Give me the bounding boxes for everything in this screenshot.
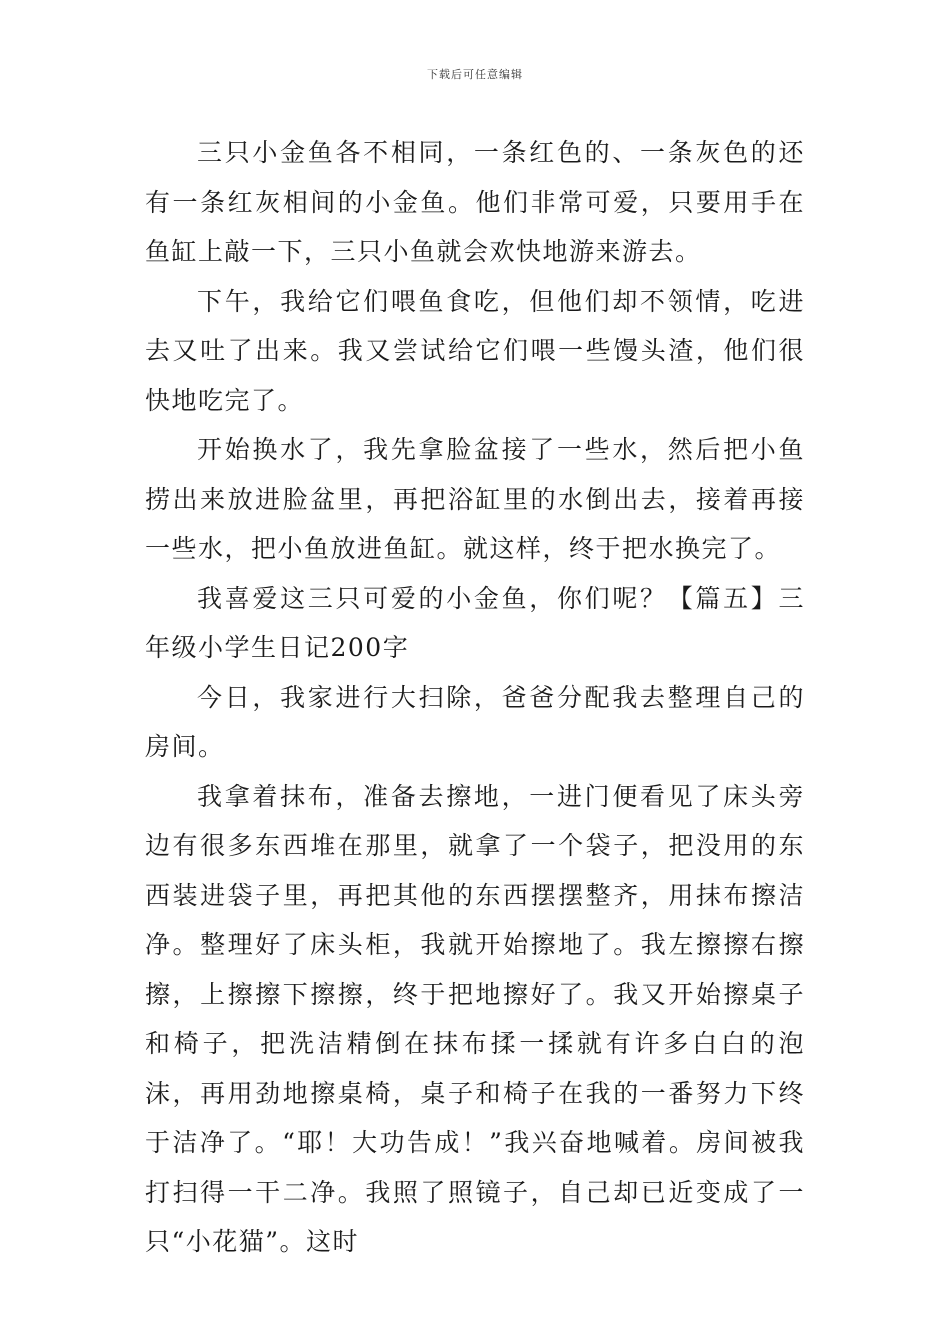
- paragraph-2: 下午，我给它们喂鱼食吃，但他们却不领情，吃进去又吐了出来。我又尝试给它们喂一些馒头渣，他们很快地吃完了。: [145, 286, 805, 415]
- paragraph-4: 我喜爱这三只可爱的小金鱼，你们呢？【篇五】三年级小学生日记200字: [145, 583, 805, 662]
- paragraph-1: 三只小金鱼各不相同，一条红色的、一条灰色的还有一条红灰相间的小金鱼。他们非常可爱，只要用手在鱼缸上敲一下，三只小鱼就会欢快地游来游去。: [145, 138, 805, 266]
- document-body: [145, 128, 805, 1267]
- page-header: 下载后可任意编辑: [427, 68, 523, 81]
- paragraph-3: 开始换水了，我先拿脸盆接了一些水，然后把小鱼捞出来放进脸盆里，再把浴缸里的水倒出去，接着再接一些水，把小鱼放进鱼缸。就这样，终于把水换完了。: [145, 435, 805, 563]
- paragraph-5: 今日，我家进行大扫除，爸爸分配我去整理自己的房间。: [145, 682, 805, 761]
- paragraph-6: 我拿着抹布，准备去擦地，一进门便看见了床头旁边有很多东西堆在那里，就拿了一个袋子，把没用的东西装进袋子里，再把其他的东西摆摆整齐，用抹布擦洁净。整理好了床头柜，我就开始擦地了。我左擦擦右擦擦，上擦擦下擦擦，终于把地擦好了。我又开始擦桌子和椅子，把洗洁精倒在抹布揉一揉就有许多白白的泡沫，再用劲地擦桌椅，桌子和椅子在我的一番努力下终于洁净了。“耶！大功告成！”我兴奋地喊着。房间被我打扫得一干二净。我照了照镜子，自己却已近变成了一只“小花猫”。这时: [145, 781, 805, 1256]
